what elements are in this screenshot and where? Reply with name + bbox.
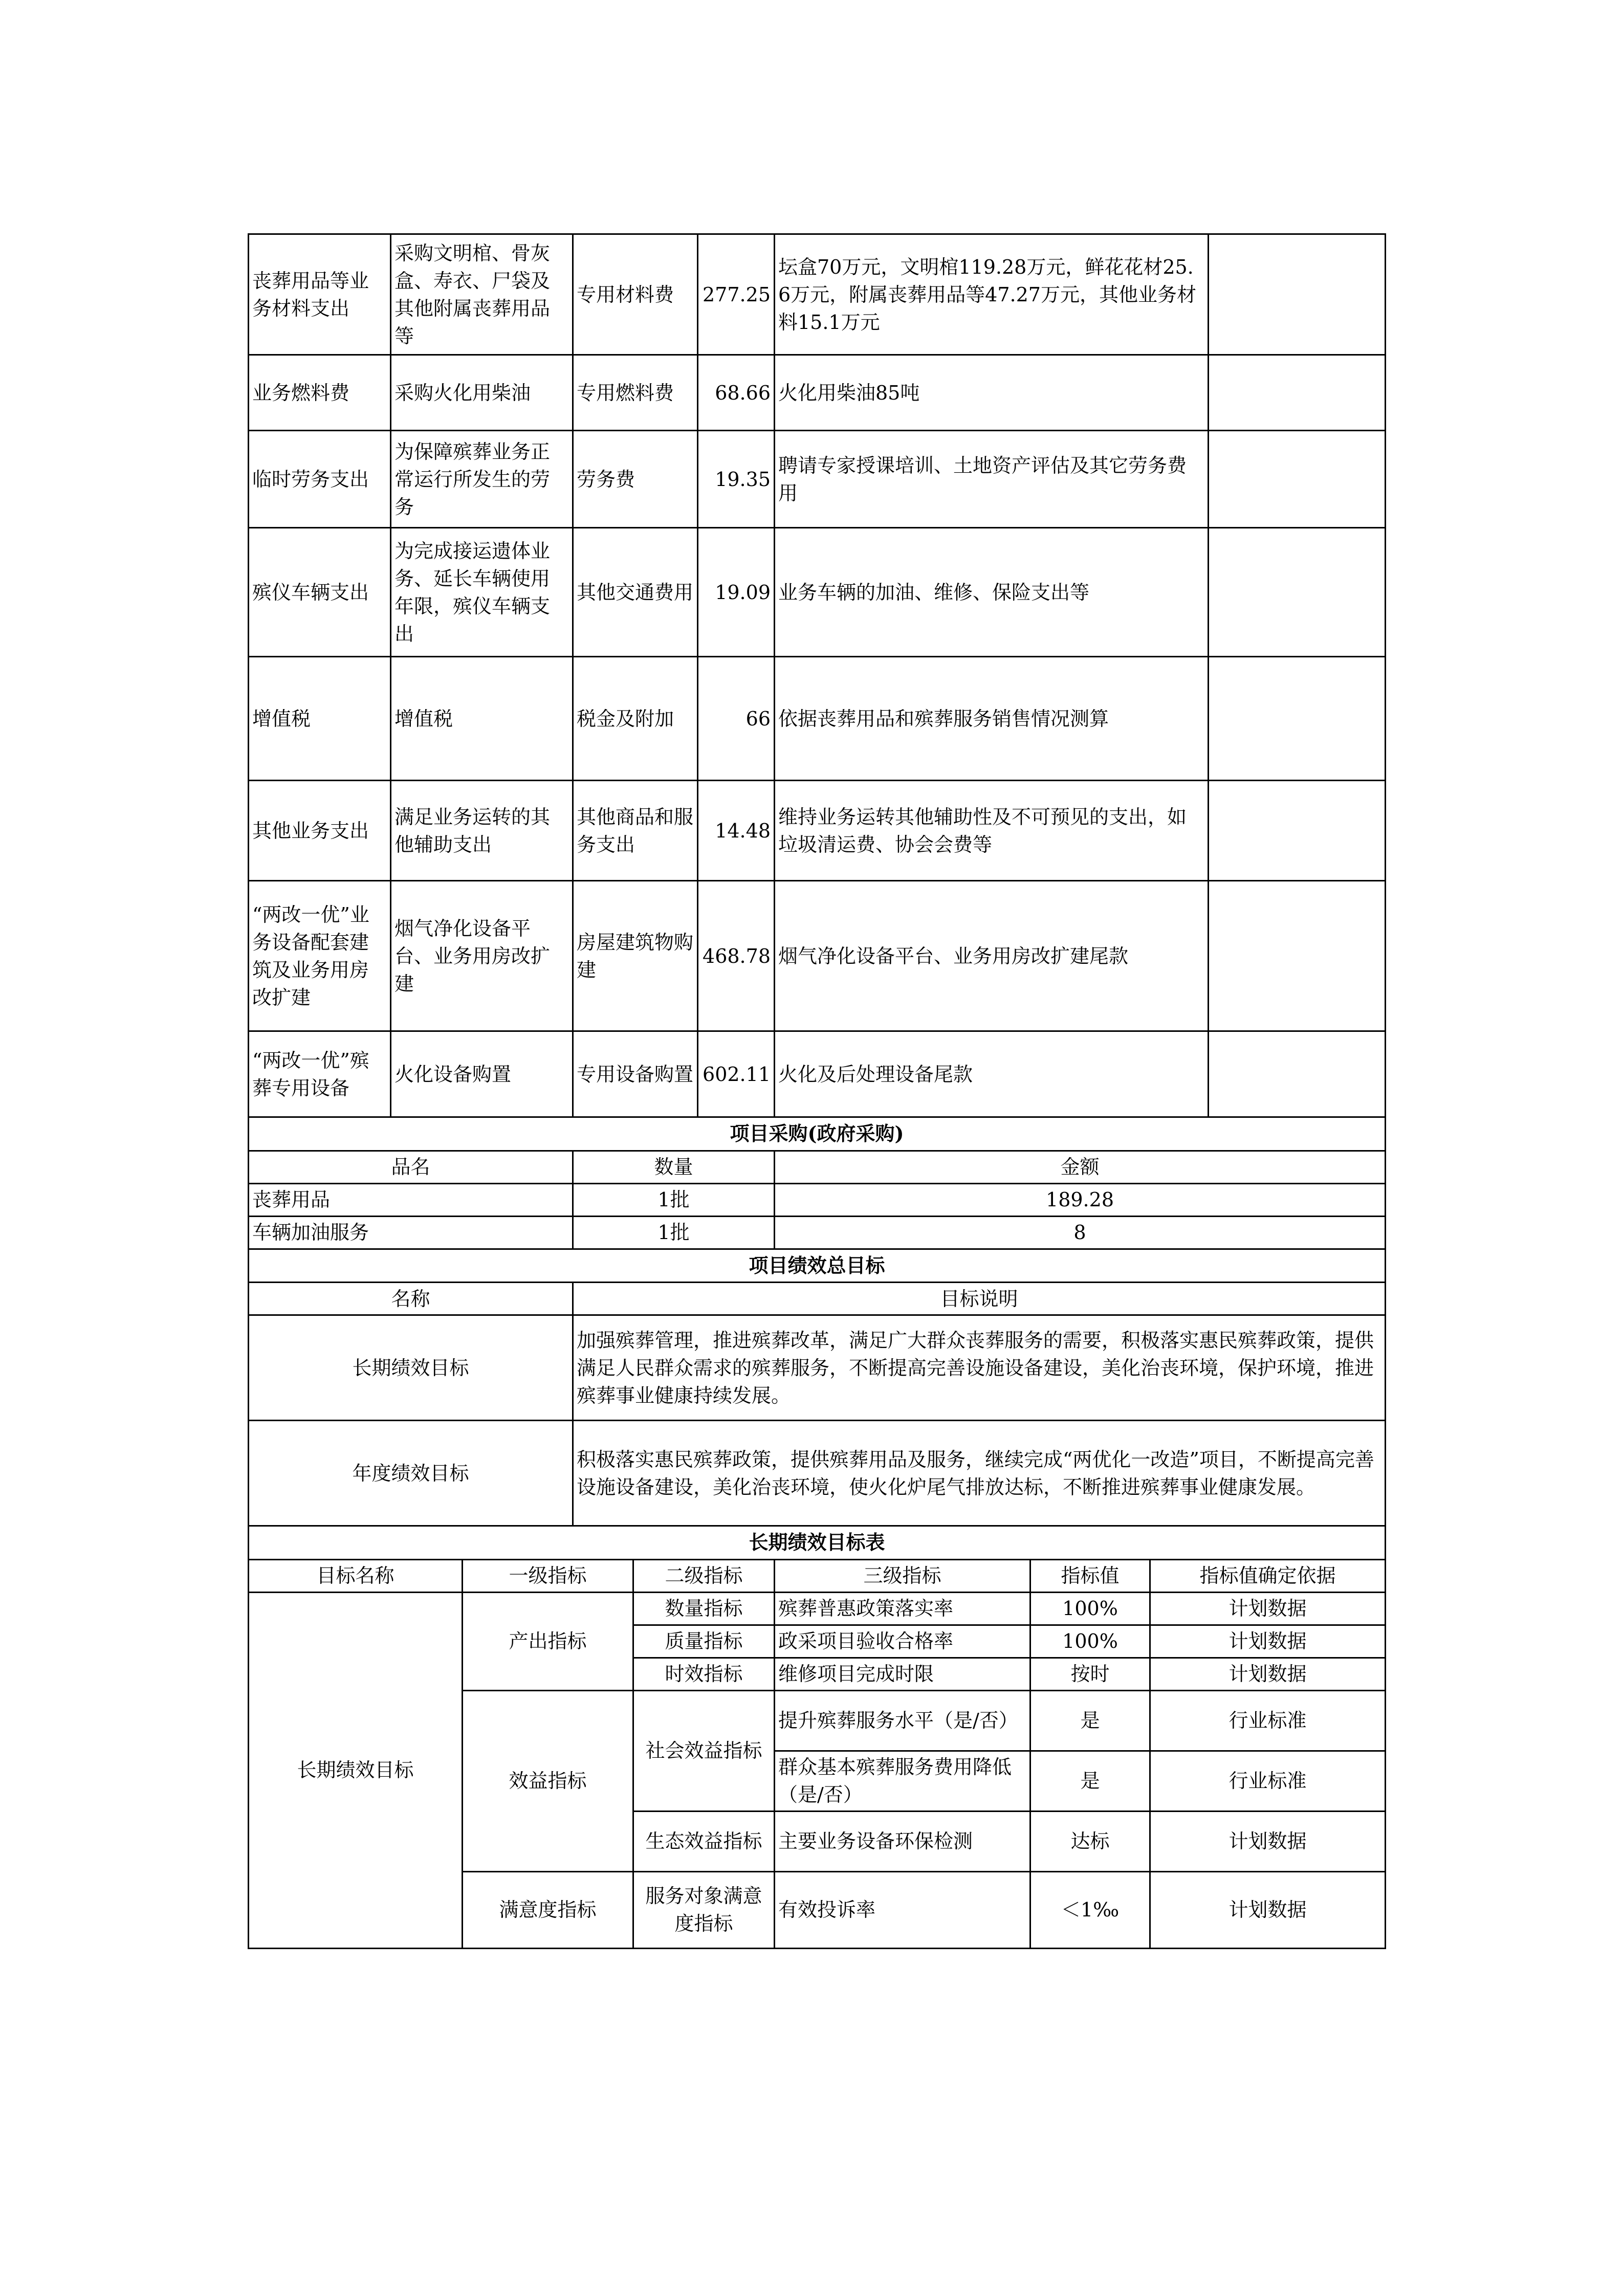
level3-indicator: 提升殡葬服务水平（是/否） bbox=[775, 1690, 1030, 1751]
expense-amount: 68.66 bbox=[698, 355, 775, 431]
expense-name: 其他业务支出 bbox=[249, 781, 391, 881]
level2-ecological: 生态效益指标 bbox=[633, 1811, 775, 1871]
column-header: 数量 bbox=[573, 1151, 775, 1183]
goal-name: 长期绩效目标 bbox=[249, 1315, 573, 1421]
column-header: 三级指标 bbox=[775, 1559, 1030, 1592]
expense-note bbox=[1209, 431, 1386, 528]
expense-basis: 聘请专家授课培训、土地资产评估及其它劳务费用 bbox=[775, 431, 1209, 528]
indicator-value: 是 bbox=[1030, 1690, 1150, 1751]
column-header: 一级指标 bbox=[463, 1559, 633, 1592]
table-row bbox=[249, 355, 1386, 431]
level1-output: 产出指标 bbox=[463, 1592, 633, 1690]
expense-category: 房屋建筑物购建 bbox=[573, 881, 698, 1031]
expense-purpose: 采购火化用柴油 bbox=[391, 355, 573, 431]
level3-indicator: 政采项目验收合格率 bbox=[775, 1625, 1030, 1658]
expense-note bbox=[1209, 881, 1386, 1031]
expense-purpose: 采购文明棺、骨灰盒、寿衣、尸袋及其他附属丧葬用品等 bbox=[391, 234, 573, 355]
level3-indicator: 主要业务设备环保检测 bbox=[775, 1811, 1030, 1871]
expense-category: 专用燃料费 bbox=[573, 355, 698, 431]
indicator-value: ＜1‰ bbox=[1030, 1871, 1150, 1948]
expense-category: 劳务费 bbox=[573, 431, 698, 528]
column-header: 品名 bbox=[249, 1151, 573, 1183]
expense-basis: 维持业务运转其他辅助性及不可预见的支出，如垃圾清运费、协会会费等 bbox=[775, 781, 1209, 881]
table-row bbox=[249, 234, 1386, 355]
expense-name: “两改一优”业务设备配套建筑及业务用房改扩建 bbox=[249, 881, 391, 1031]
expense-basis: 坛盒70万元，文明棺119.28万元，鲜花花材25.6万元，附属丧葬用品等47.27万元，其他业务材料15.1万元 bbox=[775, 234, 1209, 355]
expense-purpose: 烟气净化设备平台、业务用房改扩建 bbox=[391, 881, 573, 1031]
goals-title: 项目绩效总目标 bbox=[249, 1250, 1386, 1283]
indicator-value: 按时 bbox=[1030, 1658, 1150, 1690]
expense-category: 专用设备购置 bbox=[573, 1031, 698, 1117]
table-row bbox=[249, 1421, 1386, 1526]
indicator-basis: 计划数据 bbox=[1150, 1658, 1386, 1690]
expense-purpose: 增值税 bbox=[391, 657, 573, 781]
expense-name: 临时劳务支出 bbox=[249, 431, 391, 528]
expense-basis: 依据丧葬用品和殡葬服务销售情况测算 bbox=[775, 657, 1209, 781]
procurement-item: 丧葬用品 bbox=[249, 1183, 573, 1216]
expense-name: 增值税 bbox=[249, 657, 391, 781]
expense-detail-table bbox=[248, 233, 1386, 1118]
indicator-value: 达标 bbox=[1030, 1811, 1150, 1871]
expense-note bbox=[1209, 1031, 1386, 1117]
indicator-basis: 计划数据 bbox=[1150, 1871, 1386, 1948]
table-row bbox=[249, 781, 1386, 881]
table-header-row bbox=[249, 1559, 1386, 1592]
expense-basis: 火化用柴油85吨 bbox=[775, 355, 1209, 431]
expense-category: 税金及附加 bbox=[573, 657, 698, 781]
level3-indicator: 有效投诉率 bbox=[775, 1871, 1030, 1948]
indicator-value: 100% bbox=[1030, 1625, 1150, 1658]
indicator-basis: 计划数据 bbox=[1150, 1592, 1386, 1625]
expense-basis: 火化及后处理设备尾款 bbox=[775, 1031, 1209, 1117]
expense-category: 专用材料费 bbox=[573, 234, 698, 355]
expense-category: 其他商品和服务支出 bbox=[573, 781, 698, 881]
level2-quantity: 数量指标 bbox=[633, 1592, 775, 1625]
column-header: 名称 bbox=[249, 1283, 573, 1315]
table-row bbox=[249, 1216, 1386, 1249]
expense-category: 其他交通费用 bbox=[573, 528, 698, 657]
goal-description: 积极落实惠民殡葬政策，提供殡葬用品及服务，继续完成“两优化一改造”项目，不断提高完善设施设备建设，美化治丧环境，使火化炉尾气排放达标，不断推进殡葬事业健康发展。 bbox=[573, 1421, 1386, 1526]
expense-amount: 19.35 bbox=[698, 431, 775, 528]
expense-note bbox=[1209, 781, 1386, 881]
level3-indicator: 维修项目完成时限 bbox=[775, 1658, 1030, 1690]
level3-indicator: 群众基本殡葬服务费用降低（是/否） bbox=[775, 1751, 1030, 1811]
expense-purpose: 火化设备购置 bbox=[391, 1031, 573, 1117]
indicator-value: 100% bbox=[1030, 1592, 1150, 1625]
indicator-basis: 行业标准 bbox=[1150, 1751, 1386, 1811]
column-header: 指标值确定依据 bbox=[1150, 1559, 1386, 1592]
table-row bbox=[249, 881, 1386, 1031]
column-header: 目标名称 bbox=[249, 1559, 463, 1592]
table-header-row bbox=[249, 1151, 1386, 1183]
indicator-basis: 计划数据 bbox=[1150, 1811, 1386, 1871]
indicator-basis: 计划数据 bbox=[1150, 1625, 1386, 1658]
expense-purpose: 满足业务运转的其他辅助支出 bbox=[391, 781, 573, 881]
budget-document-page bbox=[248, 233, 1385, 1949]
column-header: 二级指标 bbox=[633, 1559, 775, 1592]
table-header-row bbox=[249, 1283, 1386, 1315]
indicator-basis: 行业标准 bbox=[1150, 1690, 1386, 1751]
expense-amount: 468.78 bbox=[698, 881, 775, 1031]
level1-satisfaction: 满意度指标 bbox=[463, 1871, 633, 1948]
expense-name: “两改一优”殡葬专用设备 bbox=[249, 1031, 391, 1117]
column-header: 金额 bbox=[775, 1151, 1386, 1183]
expense-name: 业务燃料费 bbox=[249, 355, 391, 431]
table-row bbox=[249, 1031, 1386, 1117]
procurement-amount: 8 bbox=[775, 1216, 1386, 1249]
level2-service: 服务对象满意度指标 bbox=[633, 1871, 775, 1948]
goal-name-cell: 长期绩效目标 bbox=[249, 1592, 463, 1948]
procurement-qty: 1批 bbox=[573, 1216, 775, 1249]
level2-quality: 质量指标 bbox=[633, 1625, 775, 1658]
expense-note bbox=[1209, 528, 1386, 657]
table-row bbox=[249, 1183, 1386, 1216]
procurement-amount: 189.28 bbox=[775, 1183, 1386, 1216]
table-row bbox=[249, 657, 1386, 781]
table-row bbox=[249, 528, 1386, 657]
expense-note bbox=[1209, 355, 1386, 431]
expense-note bbox=[1209, 657, 1386, 781]
table-row bbox=[249, 1315, 1386, 1421]
expense-note bbox=[1209, 234, 1386, 355]
expense-amount: 14.48 bbox=[698, 781, 775, 881]
expense-purpose: 为完成接运遗体业务、延长车辆使用年限，殡仪车辆支出 bbox=[391, 528, 573, 657]
expense-amount: 277.25 bbox=[698, 234, 775, 355]
table-row bbox=[249, 1592, 1386, 1625]
procurement-item: 车辆加油服务 bbox=[249, 1216, 573, 1249]
column-header: 指标值 bbox=[1030, 1559, 1150, 1592]
column-header: 目标说明 bbox=[573, 1283, 1386, 1315]
expense-name: 丧葬用品等业务材料支出 bbox=[249, 234, 391, 355]
goal-description: 加强殡葬管理，推进殡葬改革，满足广大群众丧葬服务的需要，积极落实惠民殡葬政策，提供满足人民群众需求的殡葬服务，不断提高完善设施设备建设，美化治丧环境，保护环境，推进殡葬事业健康持续发展。 bbox=[573, 1315, 1386, 1421]
longterm-indicators-table bbox=[248, 1527, 1386, 1949]
expense-basis: 烟气净化设备平台、业务用房改扩建尾款 bbox=[775, 881, 1209, 1031]
procurement-qty: 1批 bbox=[573, 1183, 775, 1216]
level2-timeliness: 时效指标 bbox=[633, 1658, 775, 1690]
table-row bbox=[249, 431, 1386, 528]
longterm-title: 长期绩效目标表 bbox=[249, 1527, 1386, 1559]
level2-social: 社会效益指标 bbox=[633, 1690, 775, 1811]
goal-name: 年度绩效目标 bbox=[249, 1421, 573, 1526]
expense-amount: 19.09 bbox=[698, 528, 775, 657]
level1-benefit: 效益指标 bbox=[463, 1690, 633, 1871]
expense-amount: 602.11 bbox=[698, 1031, 775, 1117]
expense-basis: 业务车辆的加油、维修、保险支出等 bbox=[775, 528, 1209, 657]
performance-goals-table bbox=[248, 1250, 1386, 1527]
procurement-title: 项目采购(政府采购) bbox=[249, 1118, 1386, 1151]
level3-indicator: 殡葬普惠政策落实率 bbox=[775, 1592, 1030, 1625]
expense-purpose: 为保障殡葬业务正常运行所发生的劳务 bbox=[391, 431, 573, 528]
expense-amount: 66 bbox=[698, 657, 775, 781]
expense-name: 殡仪车辆支出 bbox=[249, 528, 391, 657]
indicator-value: 是 bbox=[1030, 1751, 1150, 1811]
procurement-table bbox=[248, 1118, 1386, 1250]
